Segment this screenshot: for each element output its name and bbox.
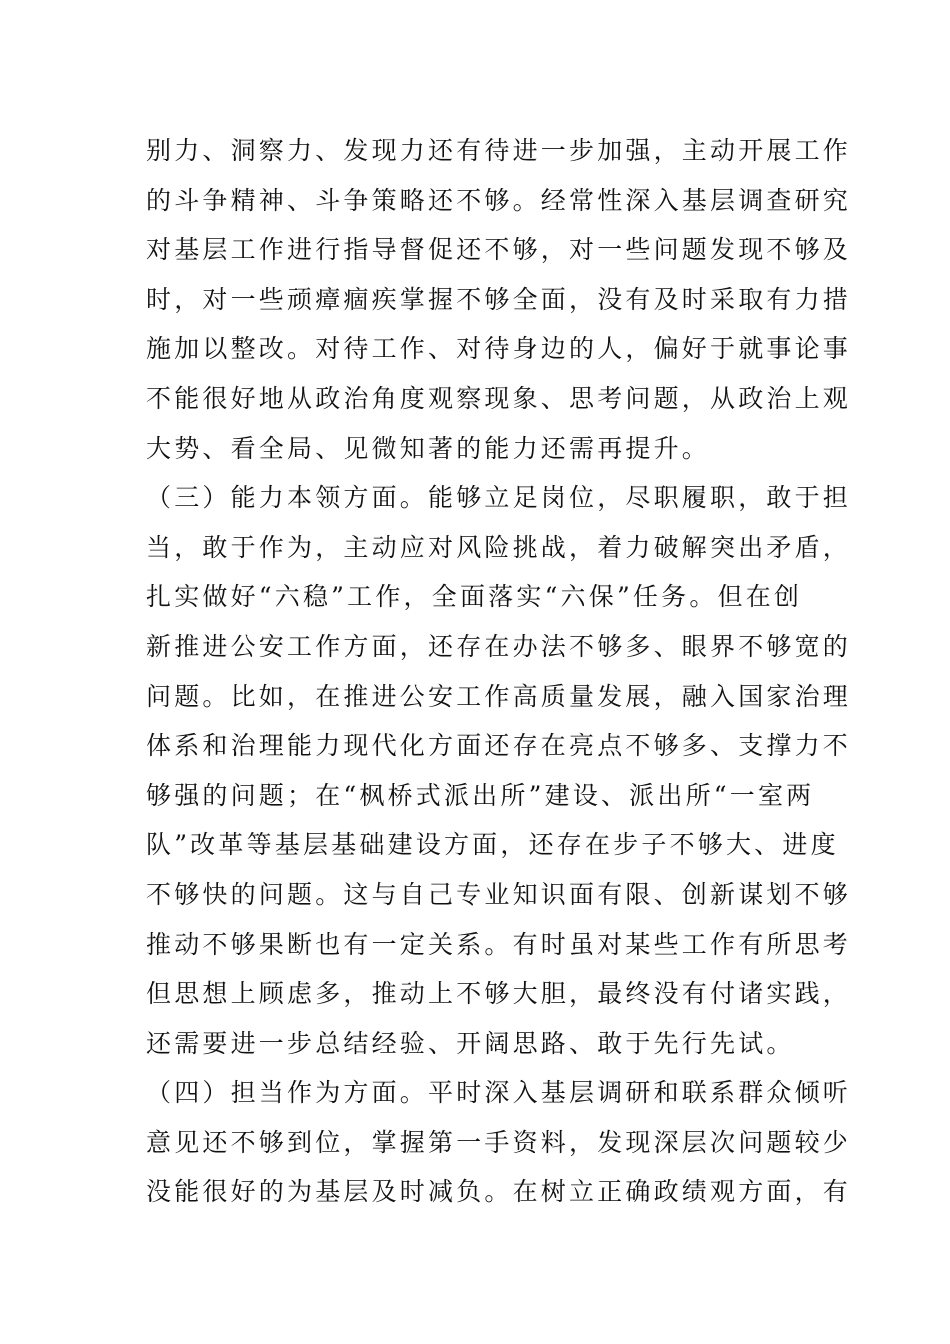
section-heading-4-line: （四）担当作为方面。平时深入基层调研和联系群众倾听 [146,1078,852,1108]
text-line-13: 体系和治理能力现代化方面还存在亮点不够多、支撑力不 [146,731,852,761]
text-line-16: 不够快的问题。这与自己专业知识面有限、创新谋划不够 [146,879,852,909]
text-line-9: 当，敢于作为，主动应对风险挑战，着力破解突出矛盾， [146,532,852,562]
text-line-7: 大势、看全局、见微知著的能力还需再提升。 [146,433,711,463]
text-line-10: 扎实做好“六稳”工作，全面落实“六保”任务。但在创 [146,582,803,612]
text-line-21: 意见还不够到位，掌握第一手资料，发现深层次问题较少 [146,1127,852,1157]
text-line-4: 时，对一些顽瘴痼疾掌握不够全面，没有及时采取有力措 [146,284,852,314]
text-line-14: 够强的问题；在“枫桥式派出所”建设、派出所“一室两 [146,780,815,810]
text-line-15: 队”改革等基层基础建设方面，还存在步子不够大、进度 [146,830,839,860]
text-line-22: 没能很好的为基层及时减负。在树立正确政绩观方面，有 [146,1177,852,1207]
text-line-12: 问题。比如，在推进公安工作高质量发展，融入国家治理 [146,681,852,711]
text-line-5: 施加以整改。对待工作、对待身边的人，偏好于就事论事 [146,334,852,364]
body-text [146,126,852,1217]
text-line-18: 但思想上顾虑多，推动上不够大胆，最终没有付诸实践， [146,979,852,1009]
section-heading-3-line: （三）能力本领方面。能够立足岗位，尽职履职，敢于担 [146,483,852,513]
text-line-17: 推动不够果断也有一定关系。有时虽对某些工作有所思考 [146,929,852,959]
text-line-6: 不能很好地从政治角度观察现象、思考问题，从政治上观 [146,383,852,413]
text-line-3: 对基层工作进行指导督促还不够，对一些问题发现不够及 [146,235,852,265]
text-line-11: 新推进公安工作方面，还存在办法不够多、眼界不够宽的 [146,631,852,661]
text-line-19: 还需要进一步总结经验、开阔思路、敢于先行先试。 [146,1028,795,1058]
text-line-1: 别力、洞察力、发现力还有待进一步加强，主动开展工作 [146,136,852,165]
text-line-2: 的斗争精神、斗争策略还不够。经常性深入基层调查研究 [146,185,852,215]
